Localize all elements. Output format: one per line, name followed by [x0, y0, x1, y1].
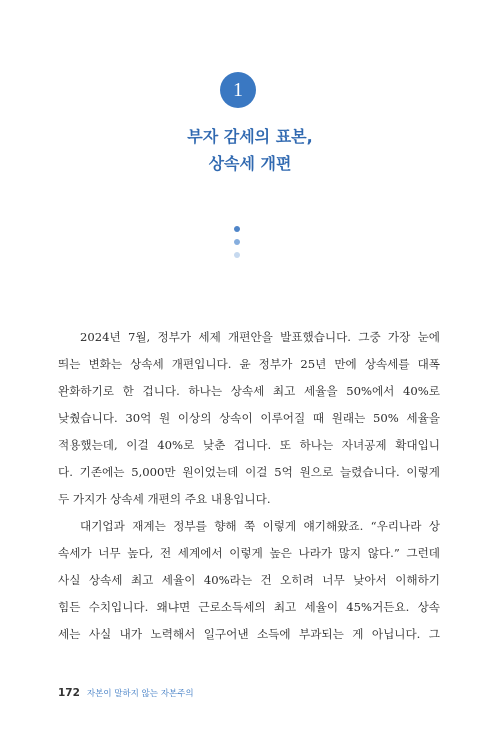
text-line: 속세가 너무 높다, 전 세계에서 이렇게 높은 나라가 많지 않다.” 그런데	[58, 546, 440, 560]
text-line: 적용했는데, 이걸 40%로 낮춘 겁니다. 또 하나는 자녀공제 확대입니	[58, 438, 440, 452]
page-number: 172	[58, 687, 80, 699]
text-line: 낮췄습니다. 30억 원 이상의 상속이 이루어질 때 원래는 50% 세율을	[58, 411, 440, 425]
decorative-dot	[234, 226, 240, 232]
text-line: 힘든 수치입니다. 왜냐면 근로소득세의 최고 세율이 45%거든요. 상속	[58, 600, 440, 614]
decorative-dot	[234, 239, 240, 245]
book-title: 자본이 말하지 않는 자본주의	[86, 689, 194, 699]
text-line: 대기업과 재계는 정부를 향해 쭉 이렇게 얘기해왔죠. “우리나라 상	[80, 519, 440, 533]
decorative-dot	[234, 252, 240, 258]
chapter-number-badge: 1	[220, 72, 256, 108]
text-line: 두 가지가 상속세 개편의 주요 내용입니다.	[58, 492, 271, 506]
text-line: 사실 상속세 최고 세율이 40%라는 건 오히려 너무 낮아서 이해하기	[58, 573, 440, 587]
text-line: 다. 기존에는 5,000만 원이었는데 이걸 5억 원으로 늘렸습니다. 이렇게	[58, 465, 440, 479]
body-text	[58, 324, 440, 648]
text-line: 띄는 변화는 상속세 개편입니다. 윤 정부가 25년 만에 상속세를 대폭	[58, 357, 440, 371]
page-footer	[58, 681, 194, 700]
text-line: 2024년 7월, 정부가 세제 개편안을 발표했습니다. 그중 가장 눈에	[80, 330, 440, 344]
chapter-title-line-1: 부자 감세의 표본,	[187, 127, 313, 146]
text-line: 세는 사실 내가 노력해서 일구어낸 소득에 부과되는 게 아닙니다. 그	[58, 627, 440, 641]
text-line: 완화하기로 한 겁니다. 하나는 상속세 최고 세율을 50%에서 40%로	[58, 384, 440, 398]
chapter-title-line-2: 상속세 개편	[208, 154, 292, 173]
